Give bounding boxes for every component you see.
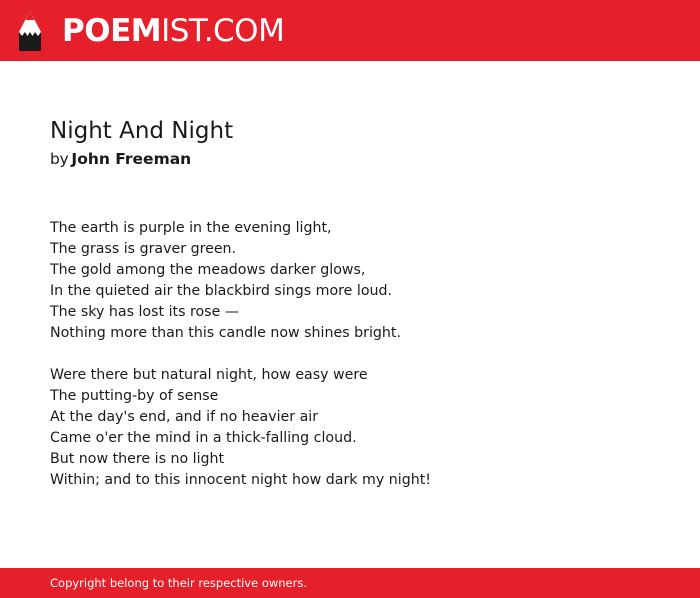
poem-line: The putting-by of sense bbox=[50, 388, 219, 404]
poem-line: Within; and to this innocent night how dark my night! bbox=[50, 472, 431, 488]
logo-wordmark-bold: POEM bbox=[62, 13, 162, 49]
poem-body bbox=[50, 218, 650, 512]
copyright-notice: Copyright belong to their respective owners. bbox=[50, 576, 308, 590]
poem-title: Night And Night bbox=[50, 118, 234, 144]
poem-line: But now there is no light bbox=[50, 451, 225, 467]
site-footer bbox=[0, 568, 700, 598]
poem-line: The gold among the meadows darker glows, bbox=[50, 262, 366, 278]
poem-line: Came o'er the mind in a thick-falling cloud. bbox=[50, 430, 357, 446]
site-header bbox=[0, 0, 700, 61]
author-name[interactable]: John Freeman bbox=[71, 150, 192, 168]
poem-line: Were there but natural night, how easy were bbox=[50, 367, 368, 383]
poem-line: Nothing more than this candle now shines bright. bbox=[50, 325, 401, 341]
byline-prefix: by bbox=[50, 150, 69, 168]
poem-byline bbox=[50, 148, 191, 170]
stanza bbox=[50, 218, 650, 344]
poem-line: In the quieted air the blackbird sings more loud. bbox=[50, 283, 393, 299]
poem-line: At the day's end, and if no heavier air bbox=[50, 409, 319, 425]
poem-line: The earth is purple in the evening light, bbox=[50, 220, 332, 236]
logo-wordmark bbox=[62, 9, 284, 53]
logo-wordmark-light: IST.COM bbox=[161, 13, 285, 49]
stanza bbox=[50, 365, 650, 491]
poem-line: The sky has lost its rose — bbox=[50, 304, 240, 320]
site-logo-link[interactable] bbox=[17, 9, 284, 53]
pencil-icon bbox=[17, 10, 43, 52]
poem-line: The grass is graver green. bbox=[50, 241, 237, 257]
